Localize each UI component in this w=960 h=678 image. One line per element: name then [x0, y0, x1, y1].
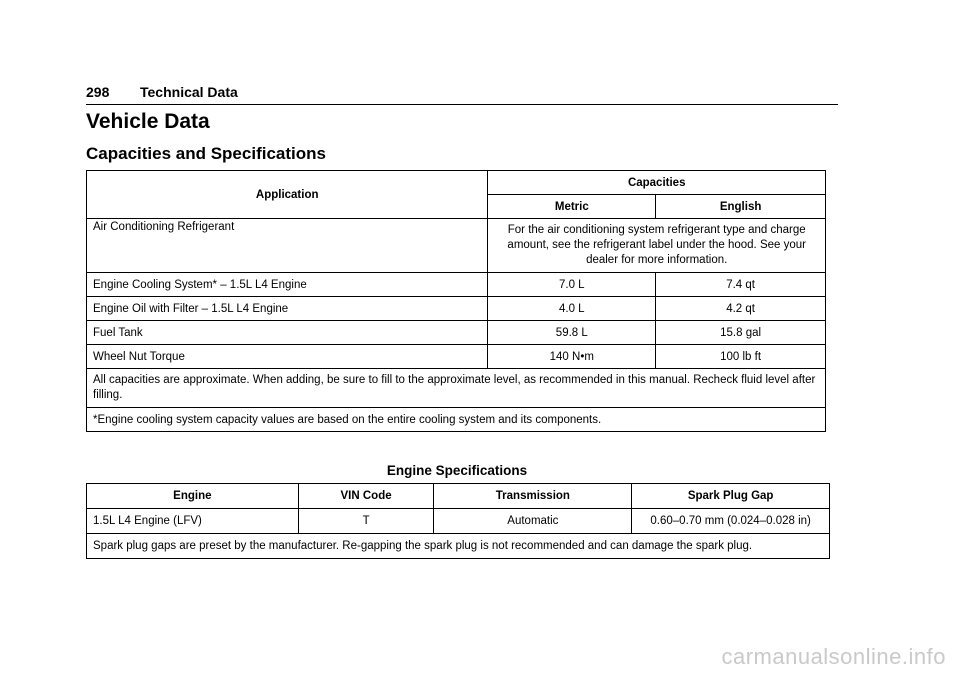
- section-title: Technical Data: [140, 84, 238, 100]
- table-row: [87, 534, 830, 559]
- header-metric: Metric: [488, 195, 656, 219]
- page-title: Vehicle Data: [86, 110, 210, 133]
- engine-cell: 1.5L L4 Engine (LFV): [87, 509, 299, 534]
- ac-note-cell: For the air conditioning system refrigerant type and charge amount, see the refrigerant label under the hood. See your dealer for more information.: [488, 219, 826, 273]
- header-vin-code: VIN Code: [298, 484, 434, 509]
- section-heading: Capacities and Specifications: [86, 144, 326, 163]
- vin-code-cell: T: [298, 509, 434, 534]
- header-capacities: Capacities: [488, 171, 826, 195]
- application-cell: Wheel Nut Torque: [87, 345, 488, 369]
- header-english: English: [656, 195, 826, 219]
- table-row: [87, 369, 826, 408]
- spark-plug-gap-cell: 0.60–0.70 mm (0.024–0.028 in): [632, 509, 830, 534]
- spark-plug-note: Spark plug gaps are preset by the manufacturer. Re-gapping the spark plug is not recommended and can damage the spark plug.: [87, 534, 830, 559]
- header-transmission: Transmission: [434, 484, 632, 509]
- transmission-cell: Automatic: [434, 509, 632, 534]
- english-cell: 7.4 qt: [656, 273, 826, 297]
- english-cell: 4.2 qt: [656, 297, 826, 321]
- table-row: [87, 297, 826, 321]
- metric-cell: 59.8 L: [488, 321, 656, 345]
- table-row: [87, 321, 826, 345]
- metric-cell: 4.0 L: [488, 297, 656, 321]
- cooling-footnote: *Engine cooling system capacity values are based on the entire cooling system and its components.: [87, 408, 826, 432]
- application-cell: Engine Cooling System* – 1.5L L4 Engine: [87, 273, 488, 297]
- engine-specs-table: [86, 483, 830, 559]
- table-row: [87, 345, 826, 369]
- table-row: [87, 509, 830, 534]
- table-row: [87, 273, 826, 297]
- application-cell: Fuel Tank: [87, 321, 488, 345]
- application-cell: Engine Oil with Filter – 1.5L L4 Engine: [87, 297, 488, 321]
- header-spark-plug-gap: Spark Plug Gap: [632, 484, 830, 509]
- page-header: [86, 84, 838, 105]
- header-engine: Engine: [87, 484, 299, 509]
- header-application: Application: [87, 171, 488, 219]
- engine-specs-title: Engine Specifications: [386, 463, 528, 478]
- watermark: carmanualsonline.info: [721, 644, 946, 669]
- english-cell: 100 lb ft: [656, 345, 826, 369]
- capacities-table: [86, 170, 826, 432]
- metric-cell: 140 N•m: [488, 345, 656, 369]
- table-row: [87, 408, 826, 432]
- application-cell: Air Conditioning Refrigerant: [87, 219, 488, 273]
- metric-cell: 7.0 L: [488, 273, 656, 297]
- page-number: 298: [86, 84, 110, 100]
- table-row: [87, 219, 826, 273]
- english-cell: 15.8 gal: [656, 321, 826, 345]
- capacities-note: All capacities are approximate. When adding, be sure to fill to the approximate level, as recommended in this manual. Recheck fluid level after filling.: [87, 369, 826, 408]
